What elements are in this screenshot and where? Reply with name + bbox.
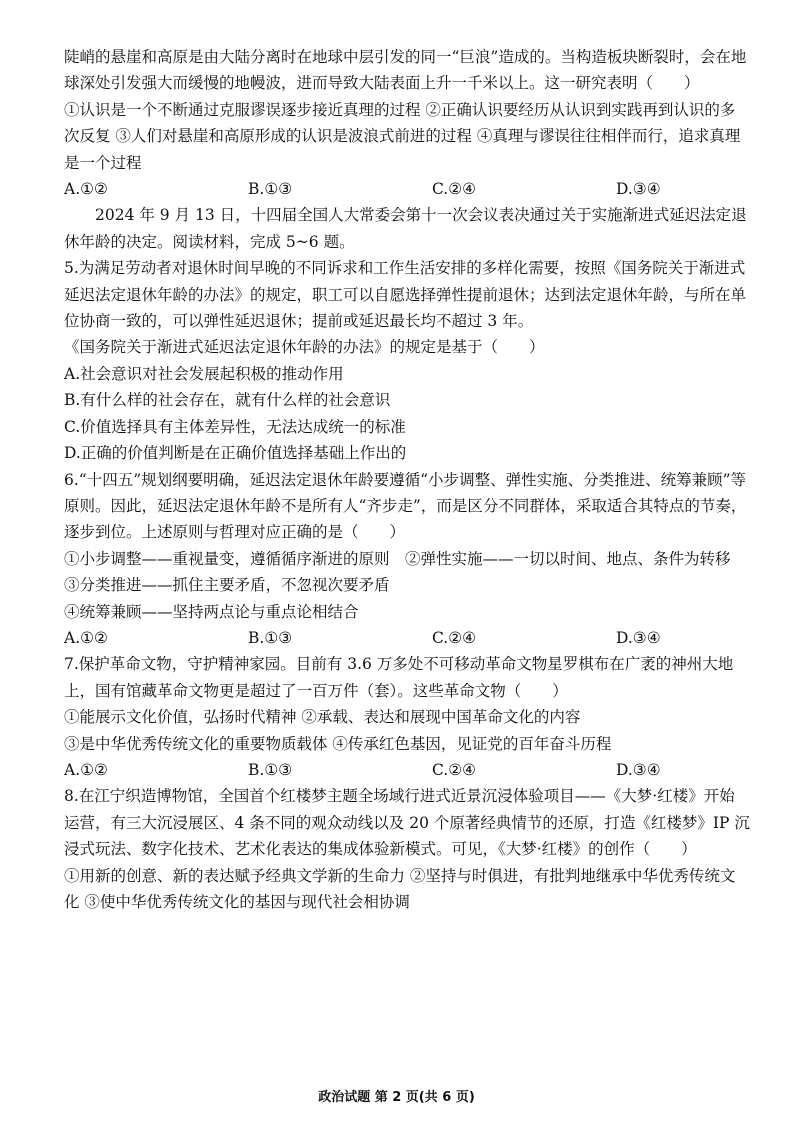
q6-statements: ①小步调整——重视量变，遵循循序渐进的原则 ②弹性实施——一切以时间、地点、条件为转移 ③分类推进——抓住主要矛盾，不忽视次要矛盾 [64,549,731,595]
q5-option-b: B.有什么样的社会存在，就有什么样的社会意识 [64,391,391,410]
q7-statements-1: ①能展示文化价值，弘扬时代精神 ②承载、表达和展现中国革命文化的内容 [64,708,581,727]
q7-stem: 7.保护革命文物，守护精神家园。目前有 3.6 万多处不可移动革命文物星罗棋布在广袤的神州大地上，国有馆藏革命文物更是超过了一百万件（套）。这些革命文物（ ） [64,655,734,700]
material-intro-5-6: 2024 年 9 月 13 日，十四届全国人大常委会第十一次会议表决通过关于实施渐进式延迟法定退休年龄的决定。阅读材料，完成 5~6 题。 [64,206,747,251]
q6-statement-4: ④统筹兼顾——坚持两点论与重点论相结合 [64,602,359,621]
page-footer: 政治试题 第 2 页(共 6 页) [318,1090,475,1105]
q7-option-c: C.②④ [432,760,477,779]
q5-option-a: A.社会意识对社会发展起积极的推动作用 [64,364,344,383]
q6-option-d: D.③④ [616,628,661,647]
q8-stem: 8.在江宁织造博物馆，全国首个红楼梦主题全场域行进式近景沉浸体验项目——《大梦·红楼》开始运营，有三大沉浸展区、4 条不同的观众动线以及 20 个原著经典情节的还原，打造《红楼梦》IP 沉浸式玩法、数字化技术、艺术化表达的集成体验新模式。可见，《大梦·红楼》的创作（ ） [64,787,750,859]
q7-options [64,757,750,783]
q5-stem: 5.为满足劳动者对退休时间早晚的不同诉求和工作生活安排的多样化需要，按照《国务院关于渐进式延迟法定退休年龄的办法》的规定，职工可以自愿选择弹性提前退休；达到法定退休年龄，与所在单位协商一致的，可以弹性延迟退休；提前或延迟最长均不超过 3 年。 [64,259,747,331]
q8-statements: ①用新的创意、新的表达赋予经典文学新的生命力 ②坚持与时俱进，有批判地继承中华优秀传统文化 ③使中华优秀传统文化的基因与现代社会相协调 [64,866,736,911]
q5-option-c: C.价值选择具有主体差异性，无法达成统一的标准 [64,417,406,436]
q7-option-a: A.①② [64,760,108,779]
q4-option-a: A.①② [64,180,108,199]
q6-stem: 6.“十四五”规划纲要明确，延迟法定退休年龄要遵循“小步调整、弹性实施、分类推进、统筹兼顾”等原则。因此，延迟法定退休年龄不是所有人“齐步走”，而是区分不同群体，采取适合其特点的节奏，逐步到位。上述原则与哲理对应正确的是（ ） [64,470,747,542]
q6-option-a: A.①② [64,628,108,647]
q7-option-d: D.③④ [616,760,661,779]
q7-statements-2: ③是中华优秀传统文化的重要物质载体 ④传承红色基因，见证党的百年奋斗历程 [64,734,612,753]
q4-stem: 陡峭的悬崖和高原是由大陆分离时在地球中层引发的同一“巨浪”造成的。当构造板块断裂时，会在地球深处引发强大而缓慢的地幔波，进而导致大陆表面上升一千米以上。这一研究表明（ ） [64,48,747,93]
q4-option-d: D.③④ [616,180,661,199]
exam-page [64,44,750,915]
q4-option-b: B.①③ [248,180,293,199]
q5-option-d: D.正确的价值判断是在正确价值选择基础上作出的 [64,444,407,463]
q6-option-c: C.②④ [432,628,477,647]
q6-options [64,625,750,651]
q4-options [64,176,750,202]
q5-stem-question: 《国务院关于渐进式延迟法定退休年龄的办法》的规定是基于（ ） [64,338,545,357]
q6-option-b: B.①③ [248,628,293,647]
q4-statements: ①认识是一个不断通过克服谬误逐步接近真理的过程 ②正确认识要经历从认识到实践再到认识的多次反复 ③人们对悬崖和高原形成的认识是波浪式前进的过程 ④真理与谬误往往相伴而行，追求真理是一个过程 [64,100,741,172]
q7-option-b: B.①③ [248,760,293,779]
q4-option-c: C.②④ [432,180,477,199]
